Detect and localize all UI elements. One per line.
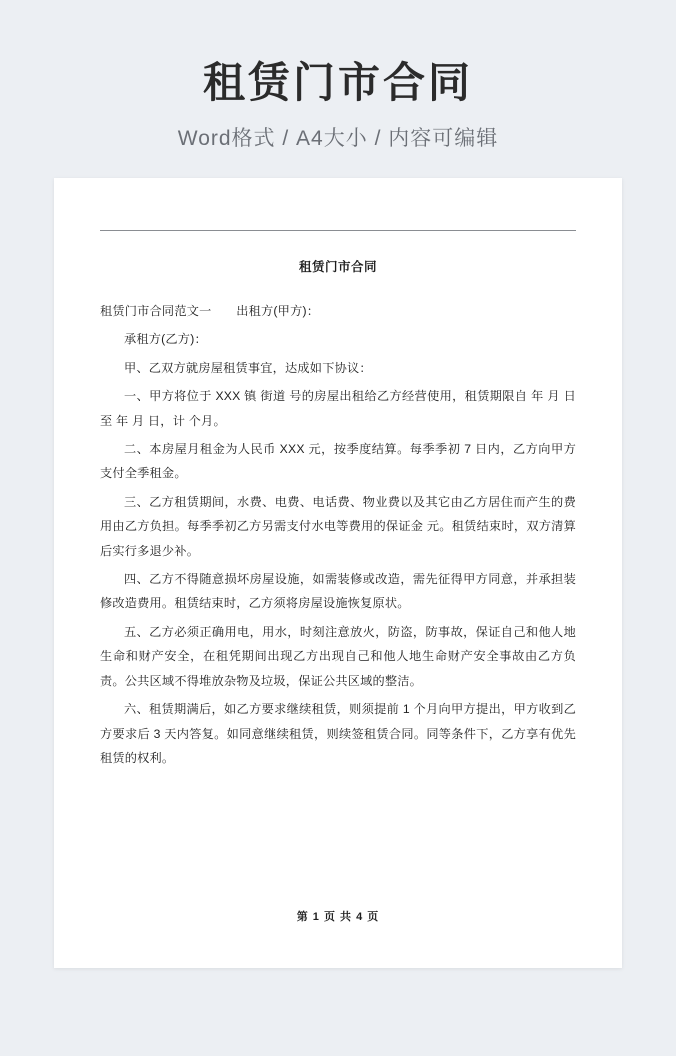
- top-divider: [100, 230, 576, 231]
- paragraph: 二、本房屋月租金为人民币 XXX 元，按季度结算。每季季初 7 日内，乙方向甲方支付全季租金。: [100, 442, 576, 481]
- paragraph: 租赁门市合同范文一 出租方(甲方)：: [100, 304, 320, 318]
- document-title: 租赁门市合同: [298, 260, 377, 274]
- paragraph: 三、乙方租赁期间，水费、电费、电话费、物业费以及其它由乙方居住而产生的费用由乙方负担。每季季初乙方另需支付水电等费用的保证金 元。租赁结束时，双方清算后实行多退少补。: [100, 494, 576, 558]
- paragraph: 五、乙方必须正确用电，用水，时刻注意放火，防盗，防事故，保证自己和他人地生命和财产安全，在租凭期间出现乙方出现自己和他人地生命财产安全事故由乙方负责。公共区域不得堆放杂物及垃圾，保证公共区域的整洁。: [100, 624, 576, 688]
- document-sheet: [54, 178, 622, 968]
- paragraph: 四、乙方不得随意损坏房屋设施，如需装修或改造，需先征得甲方同意，并承担装修改造费用。租赁结束时，乙方须将房屋设施恢复原状。: [100, 572, 576, 611]
- page-subtitle: Word格式 / A4大小 / 内容可编辑: [177, 127, 499, 151]
- page-number-footer: 第 1 页 共 4 页: [296, 911, 380, 923]
- paragraph: 六、租赁期满后，如乙方要求继续租赁，则须提前 1 个月向甲方提出，甲方收到乙方要求后 3 天内答复。如同意继续租赁，则续签租赁合同。同等条件下，乙方享有优先租赁的权利。: [100, 702, 576, 765]
- paragraph: 甲、乙双方就房屋租赁事宜，达成如下协议：: [124, 360, 372, 375]
- paragraph: 承租方(乙方)：: [124, 332, 207, 347]
- page-header: [0, 0, 676, 152]
- page-title: 租赁门市合同: [202, 59, 473, 106]
- document-body: [54, 178, 622, 770]
- paragraph: 一、甲方将位于 XXX 镇 街道 号的房屋出租给乙方经营使用，租赁期限自 年 月 日至 年 月 日，计 个月。: [100, 389, 576, 428]
